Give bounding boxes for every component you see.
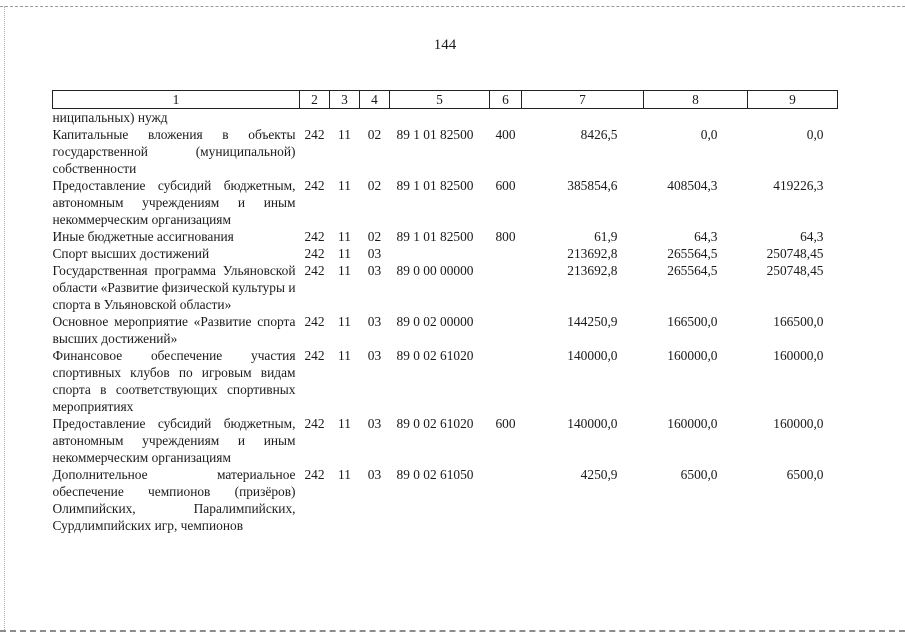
row-code-3: 11 — [338, 314, 351, 329]
row-value-9: 160000,0 — [773, 416, 824, 431]
row-code-2: 242 — [304, 416, 325, 431]
header-cell: 9 — [748, 91, 838, 109]
row-code-5: 89 1 01 82500 — [396, 229, 474, 244]
row-code-6 — [490, 109, 522, 127]
row-value-9: 419226,3 — [773, 178, 824, 193]
table-header — [53, 91, 838, 109]
row-code-3: 11 — [338, 263, 351, 278]
row-value-7: 385854,6 — [567, 178, 618, 193]
row-value-8: 160000,0 — [667, 416, 718, 431]
row-value-8 — [644, 109, 748, 127]
row-code-6 — [490, 313, 522, 347]
row-code-4: 02 — [367, 229, 382, 244]
row-name: Государственная программа Ульяновской области «Развитие физической культуры и спорта в Ульяновской области» — [52, 263, 296, 312]
row-name: Иные бюджетные ассигнования — [52, 229, 234, 244]
row-code-5: 89 0 02 00000 — [396, 314, 474, 329]
table-row — [53, 347, 838, 415]
row-code-3 — [330, 109, 360, 127]
row-value-7: 213692,8 — [567, 263, 618, 278]
row-name: Основное мероприятие «Развитие спорта высших достижений» — [52, 314, 296, 346]
header-cell: 3 — [330, 91, 360, 109]
row-code-6: 800 — [495, 229, 516, 244]
row-code-4: 03 — [367, 246, 382, 261]
row-code-5 — [390, 109, 490, 127]
table-row — [53, 109, 838, 127]
row-value-9: 0,0 — [806, 127, 824, 142]
row-code-6 — [490, 466, 522, 534]
row-name: Капитальные вложения в объекты государственной (муниципальной) собственности — [52, 127, 296, 176]
scan-edge-left — [4, 6, 5, 630]
row-value-7: 140000,0 — [567, 348, 618, 363]
row-code-6 — [490, 347, 522, 415]
row-code-5: 89 1 01 82500 — [396, 178, 474, 193]
row-name: Предоставление субсидий бюджетным, автономным учреждениям и иным некоммерческим организациям — [52, 416, 296, 465]
row-code-5 — [390, 245, 490, 262]
row-code-3: 11 — [338, 246, 351, 261]
row-code-2: 242 — [304, 127, 325, 142]
row-code-5: 89 0 02 61020 — [396, 348, 474, 363]
table-row — [53, 466, 838, 534]
page-number: 144 — [433, 37, 457, 53]
row-value-7: 140000,0 — [567, 416, 618, 431]
row-code-3: 11 — [338, 467, 351, 482]
row-value-9: 250748,45 — [766, 246, 824, 261]
header-cell: 1 — [53, 91, 300, 109]
row-code-4: 03 — [367, 314, 382, 329]
row-code-3: 11 — [338, 416, 351, 431]
row-code-6: 400 — [495, 127, 516, 142]
row-value-9: 250748,45 — [766, 263, 824, 278]
row-name: Спорт высших достижений — [52, 246, 210, 261]
row-value-8: 166500,0 — [667, 314, 718, 329]
scan-edge-top — [0, 6, 905, 7]
row-name: Предоставление субсидий бюджетным, автономным учреждениям и иным некоммерческим организациям — [52, 178, 296, 227]
row-code-4: 02 — [367, 127, 382, 142]
row-value-8: 64,3 — [694, 229, 718, 244]
row-value-8: 265564,5 — [667, 263, 718, 278]
row-code-5: 89 0 00 00000 — [396, 263, 474, 278]
row-code-3: 11 — [338, 178, 351, 193]
table-row — [53, 415, 838, 466]
budget-table-container — [52, 90, 837, 534]
row-value-8: 265564,5 — [667, 246, 718, 261]
row-value-8: 0,0 — [700, 127, 718, 142]
row-value-9 — [748, 109, 838, 127]
row-value-7: 144250,9 — [567, 314, 618, 329]
row-value-7: 213692,8 — [567, 246, 618, 261]
row-value-7: 8426,5 — [580, 127, 618, 142]
table-row — [53, 262, 838, 313]
row-code-2: 242 — [304, 229, 325, 244]
row-code-3: 11 — [338, 229, 351, 244]
row-code-2: 242 — [304, 348, 325, 363]
row-value-8: 408504,3 — [667, 178, 718, 193]
row-code-4 — [360, 109, 390, 127]
row-code-2 — [300, 109, 330, 127]
row-code-5: 89 0 02 61020 — [396, 416, 474, 431]
table-row — [53, 126, 838, 177]
row-code-6 — [490, 262, 522, 313]
row-value-9: 6500,0 — [786, 467, 824, 482]
row-code-5: 89 1 01 82500 — [396, 127, 474, 142]
scan-edge-bottom — [0, 630, 905, 632]
row-value-8: 160000,0 — [667, 348, 718, 363]
row-name: Финансовое обеспечение участия спортивных клубов по игровым видам спорта в соответствующих спортивных мероприятиях — [52, 348, 296, 414]
row-value-9: 64,3 — [800, 229, 824, 244]
row-code-5: 89 0 02 61050 — [396, 467, 474, 482]
row-code-3: 11 — [338, 348, 351, 363]
row-code-6: 600 — [495, 416, 516, 431]
row-code-2: 242 — [304, 178, 325, 193]
table-row — [53, 313, 838, 347]
row-value-9: 166500,0 — [773, 314, 824, 329]
table-body — [53, 109, 838, 535]
row-value-7 — [522, 109, 644, 127]
row-code-2: 242 — [304, 246, 325, 261]
row-name: Дополнительное материальное обеспечение чемпионов (призёров) Олимпийских, Паралимпийских, Сурдлимпийских игр, чемпионов — [52, 467, 296, 533]
row-code-4: 03 — [367, 263, 382, 278]
row-code-2: 242 — [304, 263, 325, 278]
table-row — [53, 245, 838, 262]
row-value-8: 6500,0 — [680, 467, 718, 482]
row-code-4: 02 — [367, 178, 382, 193]
row-code-2: 242 — [304, 314, 325, 329]
row-name: ниципальных) нужд — [52, 110, 168, 125]
row-code-6 — [490, 245, 522, 262]
header-cell: 2 — [300, 91, 330, 109]
row-code-4: 03 — [367, 416, 382, 431]
row-value-7: 61,9 — [594, 229, 618, 244]
header-cell: 5 — [390, 91, 490, 109]
budget-table — [52, 90, 838, 534]
row-code-4: 03 — [367, 467, 382, 482]
header-cell: 4 — [360, 91, 390, 109]
row-value-9: 160000,0 — [773, 348, 824, 363]
header-cell: 7 — [522, 91, 644, 109]
row-code-4: 03 — [367, 348, 382, 363]
row-value-7: 4250,9 — [580, 467, 618, 482]
header-row — [53, 91, 838, 109]
table-row — [53, 177, 838, 228]
row-code-2: 242 — [304, 467, 325, 482]
row-code-3: 11 — [338, 127, 351, 142]
table-row — [53, 228, 838, 245]
row-code-6: 600 — [495, 178, 516, 193]
header-cell: 8 — [644, 91, 748, 109]
header-cell: 6 — [490, 91, 522, 109]
